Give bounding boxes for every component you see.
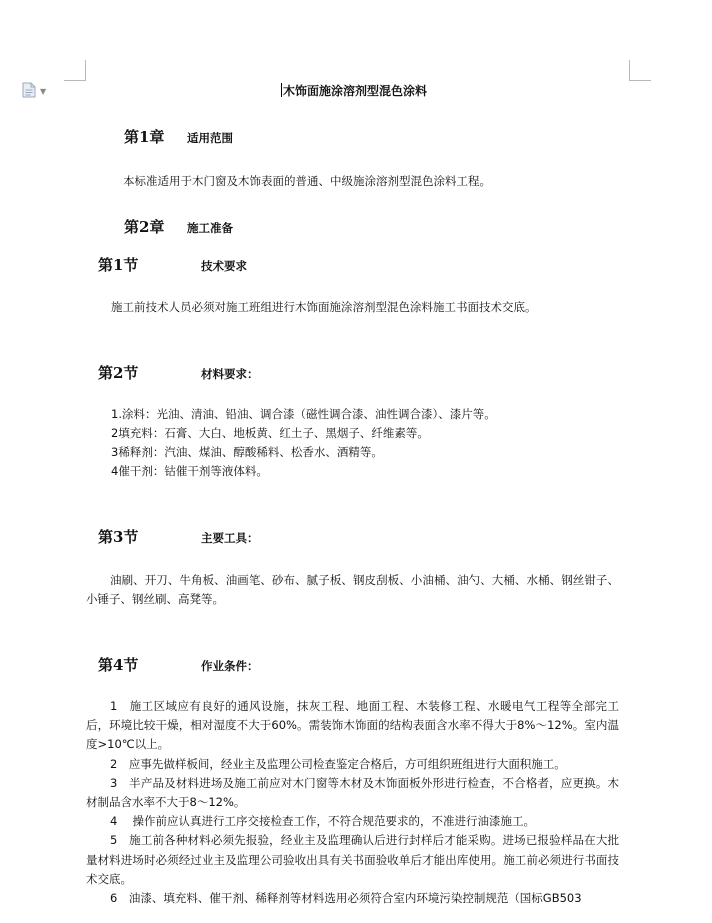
document-title: 木饰面施涂溶剂型混色涂料 bbox=[283, 84, 428, 98]
section-title: 主要工具： bbox=[201, 531, 259, 545]
crop-mark-top-left-v bbox=[85, 60, 86, 80]
section-title: 作业条件： bbox=[201, 659, 259, 673]
tech-paragraph: 施工前技术人员必须对施工班组进行木饰面施涂溶剂型混色涂料施工书面技术交底。 bbox=[111, 300, 537, 314]
chevron-down-icon[interactable]: ▼ bbox=[40, 87, 47, 96]
section-number: 第2节 bbox=[98, 364, 139, 382]
section-number: 第4节 bbox=[98, 656, 139, 674]
list-item: 1.涂料：光油、清油、铅油、调合漆（磁性调合漆、油性调合漆）、漆片等。 bbox=[111, 407, 496, 421]
paste-options-icon[interactable] bbox=[22, 82, 36, 98]
chapter-title: 适用范围 bbox=[187, 131, 233, 145]
list-item: 3 半产品及材料进场及施工前应对木门窗等木材及木饰面板外形进行检查，不合格者，应更换。木材制品含水率不大于8～12%。 bbox=[86, 775, 619, 810]
list-item: 4 操作前应认真进行工序交接检查工作，不符合规范要求的，不准进行油漆施工。 bbox=[110, 814, 535, 829]
crop-mark-top-right-h bbox=[629, 80, 651, 81]
conditions-list bbox=[86, 697, 619, 908]
scope-paragraph: 本标准适用于木门窗及木饰表面的普通、中级施涂溶剂型混色涂料工程。 bbox=[123, 174, 491, 188]
list-item: 2填充料：石膏、大白、地板黄、红土子、黑烟子、纤维素等。 bbox=[111, 426, 429, 440]
chapter-title: 施工准备 bbox=[187, 221, 233, 235]
text-cursor bbox=[281, 83, 282, 97]
list-item: 4催干剂：钴催干剂等液体料。 bbox=[111, 464, 268, 478]
list-item: 3稀释剂：汽油、煤油、醇酸稀料、松香水、酒精等。 bbox=[111, 445, 383, 459]
chapter-number: 第1章 bbox=[124, 128, 165, 146]
tools-paragraph: 油刷、开刀、牛角板、油画笔、砂布、腻子板、钢皮刮板、小油桶、油勺、大桶、水桶、钢丝钳子、小锤子、钢丝刷、高凳等。 bbox=[86, 573, 619, 607]
section-title: 材料要求： bbox=[201, 367, 259, 381]
list-item: 5 施工前各种材料必须先报验，经业主及监理确认后进行封样后才能采购。进场已报验样品在大批量材料进场时必须经过业主及监理公司验收出具有关书面验收单后才能出库使用。施工前必须进行书面技术交底。 bbox=[86, 833, 619, 886]
list-item: 2 应事先做样板间，经业主及监理公司检查鉴定合格后，方可组织班组进行大面积施工。 bbox=[110, 756, 566, 771]
section-title: 技术要求 bbox=[201, 259, 247, 273]
crop-mark-top-right-v bbox=[629, 60, 630, 80]
chapter-number: 第2章 bbox=[124, 218, 165, 236]
crop-mark-top-left-h bbox=[64, 80, 86, 81]
section-number: 第3节 bbox=[98, 528, 139, 546]
list-item: 1 施工区域应有良好的通风设施，抹灰工程、地面工程、木装修工程、水暖电气工程等全部完工后，环境比较干燥，相对湿度不大于60%。需装饰木饰面的结构表面含水率不得大于8%～12%。室内温度>10℃以上。 bbox=[86, 699, 619, 752]
section-number: 第1节 bbox=[98, 256, 139, 274]
list-item: 6 油漆、填充料、催干剂、稀释剂等材料选用必须符合室内环境污染控制规范（国标GB503 bbox=[110, 891, 582, 906]
